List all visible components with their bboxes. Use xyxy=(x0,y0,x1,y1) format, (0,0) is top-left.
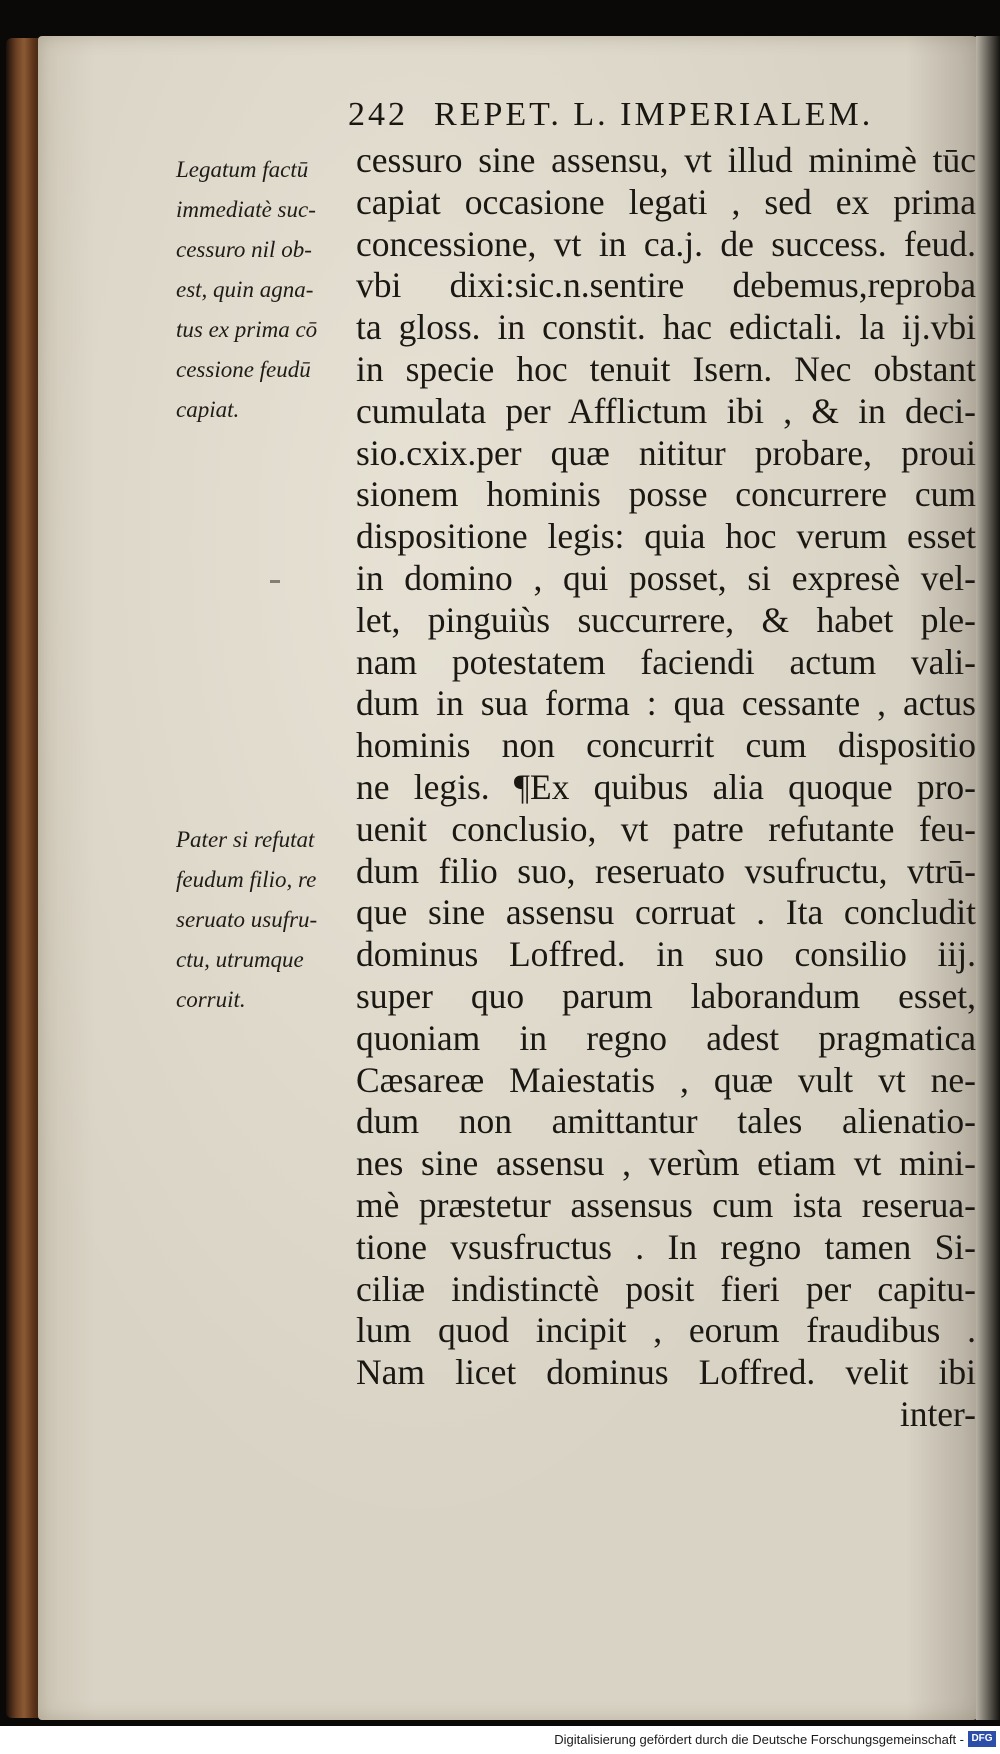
text-line: tione vsusfructus . In regno tamen Si- xyxy=(356,1226,976,1267)
text-line: mè præstetur assensus cum ista reserua- xyxy=(356,1184,976,1225)
text-line: ne legis. ¶Ex quibus alia quoque pro- xyxy=(356,766,976,807)
text-line: vbi dixi:sic.n.sentire debemus,reproba xyxy=(356,265,976,306)
main-text-column xyxy=(356,140,976,1436)
dfg-logo: DFG xyxy=(968,1731,996,1747)
text-line: cessuro sine assensu, vt illud minimè tūc xyxy=(356,140,976,180)
running-title: REPET. L. IMPERIALEM. xyxy=(434,96,874,133)
text-line: que sine assensu corruat . Ita concludit xyxy=(356,892,976,933)
margin-note-line: cessuro nil ob- xyxy=(176,237,312,262)
funding-credit: Digitalisierung gefördert durch die Deutsche Forschungsgemeinschaft - xyxy=(554,1732,964,1747)
text-line: super quo parum laborandum esset, xyxy=(356,975,976,1016)
text-line: in domino , qui posset, si expresè vel- xyxy=(356,557,976,598)
text-line: cumulata per Afflictum ibi , & in deci- xyxy=(356,390,976,431)
page-edge-shadow xyxy=(976,36,1000,1720)
margin-note-line: Legatum factū xyxy=(176,157,309,182)
margin-note-pater xyxy=(176,820,346,1020)
text-line: Cæsareæ Maiestatis , quæ vult vt ne- xyxy=(356,1059,976,1100)
text-line: Nam licet dominus Loffred. velit ibi xyxy=(356,1352,976,1393)
text-line: dum filio suo, reseruato vsufructu, vtrū- xyxy=(356,850,976,891)
text-line: dominus Loffred. in suo consilio iij. xyxy=(356,934,976,975)
text-line: lum quod incipit , eorum fraudibus . xyxy=(356,1310,976,1351)
text-line: dum in sua forma : qua cessante , actus xyxy=(356,683,976,724)
running-header xyxy=(348,96,948,134)
text-line: ta gloss. in constit. hac edictali. la ij.vbi xyxy=(356,307,976,348)
ink-smudge xyxy=(270,580,280,583)
text-line: ciliæ indistinctè posit fieri per capitu- xyxy=(356,1268,976,1309)
margin-note-line: ctu, utrumque xyxy=(176,947,304,972)
margin-note-line: capiat. xyxy=(176,397,240,422)
catchword: inter- xyxy=(899,1393,976,1434)
text-line: capiat occasione legati , sed ex prima xyxy=(356,181,976,222)
margin-note-line: Pater si refutat xyxy=(176,827,315,852)
margin-note-line: cessione feudū xyxy=(176,357,311,382)
page-number: 242 xyxy=(348,96,408,133)
text-line: let, pinguiùs succurrere, & habet ple- xyxy=(356,599,976,640)
text-line: nes sine assensu , verùm etiam vt mini- xyxy=(356,1143,976,1184)
text-line: dum non amittantur tales alienatio- xyxy=(356,1101,976,1142)
margin-note-line: tus ex prima cō xyxy=(176,317,318,342)
margin-note-line: seruato usufru- xyxy=(176,907,318,932)
footer-bar xyxy=(0,1726,1000,1754)
text-line: concessione, vt in ca.j. de success. feud. xyxy=(356,223,976,264)
text-line: quoniam in regno adest pragmatica xyxy=(356,1017,976,1058)
text-line: nam potestatem faciendi actum vali- xyxy=(356,641,976,682)
text-line: hominis non concurrit cum dispositio xyxy=(356,725,976,766)
margin-note-line: feudum filio, re xyxy=(176,867,317,892)
margin-note-line: est, quin agna- xyxy=(176,277,314,302)
margin-note-line: immediatè suc- xyxy=(176,197,316,222)
margin-note-line: corruit. xyxy=(176,987,246,1012)
text-line: uenit conclusio, vt patre refutante feu- xyxy=(356,808,976,849)
text-line: in specie hoc tenuit Isern. Nec obstant xyxy=(356,348,976,389)
text-line: sio.cxix.per quæ nititur probare, proui xyxy=(356,432,976,473)
text-line: dispositione legis: quia hoc verum esset xyxy=(356,516,976,557)
margin-note-legatum xyxy=(176,150,346,430)
text-line: sionem hominis posse concurrere cum xyxy=(356,474,976,515)
